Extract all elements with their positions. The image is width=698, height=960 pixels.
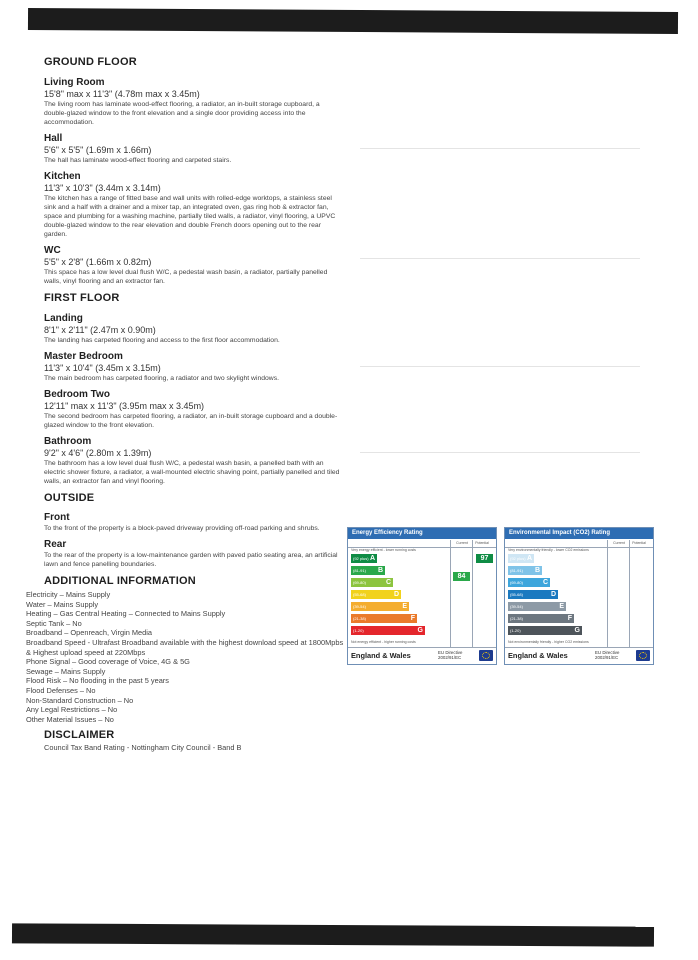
- epc-band-range: (1-20): [353, 628, 364, 633]
- room-name: Landing: [44, 313, 83, 324]
- epc-band-f: [508, 614, 574, 623]
- epc-title: Environmental Impact (CO2) Rating: [505, 528, 653, 539]
- epc-band-letter: E: [559, 603, 564, 610]
- epc-band-b: [351, 566, 385, 575]
- room-description: The kitchen has a range of fitted base and wall units with rolled-edge worktops, a stainless steel sink and a half with a drainer and a mixer tap, an integrated oven, gas ring hob & extractor fan, space and plumbing for a washing machine, partially tiled walls, a radiator, vinyl flooring, a UPVC double-glazed window to the rear elevation and double French doors opening out to the rear garden.: [44, 195, 336, 238]
- additional-info-line: Water – Mains Supply: [26, 599, 99, 609]
- room-dimensions: 8'1" x 2'11" (2.47m x 0.90m): [44, 325, 156, 335]
- epc-footer: [505, 647, 653, 664]
- epc-region: England & Wales: [508, 651, 568, 660]
- epc-band-range: (39-54): [353, 604, 366, 609]
- ground-floor-rooms: [26, 77, 346, 286]
- room-name: Rear: [44, 539, 67, 550]
- epc-band-range: (81-91): [353, 568, 366, 573]
- epc-col-current: Current: [613, 541, 625, 545]
- faint-rule: [360, 258, 640, 259]
- additional-info-line: Heating – Gas Central Heating – Connected to Mains Supply: [26, 609, 226, 619]
- epc-band-letter: F: [567, 615, 572, 622]
- room-entry: [44, 245, 346, 286]
- additional-info-line: Phone Signal – Good coverage of Voice, 4G & 5G: [26, 657, 190, 667]
- additional-info-line: Septic Tank – No: [26, 618, 82, 628]
- epc-divider: [450, 540, 451, 647]
- disclaimer-text: Council Tax Band Rating - Nottingham City Council - Band B: [44, 743, 242, 753]
- room-entry: [44, 77, 346, 127]
- additional-info-line: Broadband Speed - Ultrafast Broadband available with the highest download speed at 1800Mpbs & Highest upload speed at 220Mbps: [26, 637, 344, 657]
- epc-bottom-note: Not energy efficient - higher running costs: [351, 640, 416, 644]
- epc-band-range: (55-68): [353, 592, 366, 597]
- room-entry: [44, 436, 346, 486]
- epc-band-letter: G: [417, 627, 423, 634]
- room-entry: [44, 389, 346, 430]
- bottom-dark-bar: [12, 923, 654, 946]
- room-entry: [44, 313, 346, 345]
- additional-info-line: Flood Risk – No flooding in the past 5 years: [26, 676, 169, 686]
- epc-band-range: (69-80): [353, 580, 366, 585]
- additional-info-list: [26, 590, 346, 724]
- epc-band-letter: A: [369, 555, 375, 562]
- epc-band-a: [508, 554, 534, 563]
- epc-band-b: [508, 566, 542, 575]
- epc-col-current: Current: [456, 541, 468, 545]
- room-entry: [44, 351, 346, 383]
- epc-band-e: [508, 602, 566, 611]
- energy-efficiency-chart: [347, 527, 497, 665]
- epc-band-letter: B: [534, 567, 540, 574]
- section-heading-outside: OUTSIDE: [44, 492, 95, 504]
- room-description: The hall has laminate wood-effect flooring and carpeted stairs.: [44, 157, 232, 164]
- room-dimensions: 9'2" x 4'6" (2.80m x 1.39m): [44, 448, 152, 458]
- epc-band-range: (21-38): [510, 616, 523, 621]
- room-description: To the rear of the property is a low-maintenance garden with paved patio seating area, an artificial lawn and fence panelling boundaries.: [44, 552, 338, 568]
- additional-info-line: Flood Defenses – No: [26, 685, 96, 695]
- additional-info-line: Electricity – Mains Supply: [26, 590, 111, 599]
- epc-band-range: (21-38): [353, 616, 366, 621]
- room-dimensions: 11'3" x 10'4" (3.45m x 3.15m): [44, 363, 161, 373]
- epc-band-d: [351, 590, 401, 599]
- disclaimer: [44, 743, 346, 752]
- epc-band-letter: D: [550, 591, 556, 598]
- additional-info-line: Other Material Issues – No: [26, 714, 114, 724]
- epc-band-range: (81-91): [510, 568, 523, 573]
- epc-band-letter: D: [393, 591, 399, 598]
- epc-band-range: (92 plus): [510, 556, 526, 561]
- epc-band-a: [351, 554, 377, 563]
- epc-divider: [472, 540, 473, 647]
- epc-band-range: (55-68): [510, 592, 523, 597]
- outside-areas: [26, 512, 346, 569]
- epc-bottom-note: Not environmentally friendly - higher CO2 emissions: [508, 640, 589, 644]
- section-heading-additional: ADDITIONAL INFORMATION: [44, 575, 196, 587]
- property-details: [26, 56, 346, 758]
- epc-band-letter: F: [410, 615, 415, 622]
- room-description: The living room has laminate wood-effect flooring, a radiator, an in-built storage cupboard, a double-glazed window to the front elevation and a single door providing access into the accommodation.: [44, 101, 320, 126]
- epc-band-letter: E: [402, 603, 407, 610]
- epc-band-e: [351, 602, 409, 611]
- epc-top-note: Very environmentally friendly - lower CO2 emissions: [508, 548, 589, 552]
- room-name: Kitchen: [44, 171, 81, 182]
- room-entry: [44, 539, 346, 569]
- epc-current-rating: 84: [453, 572, 470, 581]
- room-dimensions: 11'3" x 10'3" (3.44m x 3.14m): [44, 183, 161, 193]
- room-dimensions: 5'5" x 2'8" (1.66m x 0.82m): [44, 257, 152, 267]
- section-heading-first-floor: FIRST FLOOR: [44, 292, 120, 304]
- epc-region: England & Wales: [351, 651, 411, 660]
- environmental-impact-chart: [504, 527, 654, 665]
- room-name: Front: [44, 512, 70, 523]
- epc-band-letter: C: [542, 579, 548, 586]
- eu-flag-icon: [479, 650, 493, 661]
- room-name: Hall: [44, 133, 63, 144]
- epc-band-g: [351, 626, 425, 635]
- epc-band-range: (1-20): [510, 628, 521, 633]
- epc-col-potential: Potential: [632, 541, 646, 545]
- room-description: The second bedroom has carpeted flooring, a radiator, an in-built storage cupboard and a double-glazed window to the front elevation.: [44, 413, 338, 429]
- room-dimensions: 5'6" x 5'5" (1.69m x 1.66m): [44, 145, 152, 155]
- epc-band-letter: C: [385, 579, 391, 586]
- section-heading-ground-floor: GROUND FLOOR: [44, 56, 137, 68]
- first-floor-rooms: [26, 313, 346, 486]
- room-description: This space has a low level dual flush W/C, a pedestal wash basin, a radiator, partially panelled walls, vinyl flooring and an extractor fan.: [44, 269, 328, 285]
- epc-divider: [505, 547, 653, 548]
- epc-title: Energy Efficiency Rating: [348, 528, 496, 539]
- epc-band-f: [351, 614, 417, 623]
- additional-info-line: Any Legal Restrictions – No: [26, 705, 118, 715]
- top-dark-bar: [28, 8, 678, 34]
- epc-band-letter: A: [526, 555, 532, 562]
- epc-band-letter: B: [377, 567, 383, 574]
- faint-rule: [360, 452, 640, 453]
- epc-divider: [629, 540, 630, 647]
- room-dimensions: 12'11" max x 11'3" (3.95m max x 3.45m): [44, 401, 205, 411]
- room-description: The bathroom has a low level dual flush W/C, a pedestal wash basin, a panelled bath with an electric shower fixture, a radiator, a wall-mounted electric shaving point, partially panelled and tiled walls, an extractor fan and vinyl flooring.: [44, 460, 340, 485]
- additional-info-line: Broadband – Openreach, Virgin Media: [26, 628, 152, 638]
- faint-rule: [360, 148, 640, 149]
- epc-band-d: [508, 590, 558, 599]
- epc-column-headers: [452, 541, 495, 545]
- epc-top-note: Very energy efficient - lower running costs: [351, 548, 416, 552]
- faint-rule: [360, 366, 640, 367]
- section-heading-disclaimer: DISCLAIMER: [44, 729, 115, 742]
- epc-directive: EU Directive 2002/91/EC: [595, 650, 620, 660]
- room-description: To the front of the property is a block-paved driveway providing off-road parking and shrubs.: [44, 525, 320, 532]
- epc-potential-rating: 97: [476, 554, 493, 563]
- epc-band-range: (39-54): [510, 604, 523, 609]
- epc-band-letter: G: [574, 627, 580, 634]
- room-description: The landing has carpeted flooring and access to the first floor accommodation.: [44, 337, 280, 344]
- epc-band-c: [351, 578, 393, 587]
- eu-flag-icon: [636, 650, 650, 661]
- additional-info-line: Non-Standard Construction – No: [26, 695, 134, 705]
- epc-band-c: [508, 578, 550, 587]
- epc-divider: [607, 540, 608, 647]
- additional-info-line: Sewage – Mains Supply: [26, 666, 106, 676]
- room-name: WC: [44, 245, 61, 256]
- room-entry: [44, 512, 346, 533]
- room-name: Living Room: [44, 77, 105, 88]
- epc-column-headers: [609, 541, 652, 545]
- room-entry: [44, 133, 346, 165]
- room-description: The main bedroom has carpeted flooring, a radiator and two skylight windows.: [44, 375, 279, 382]
- epc-band-g: [508, 626, 582, 635]
- epc-divider: [348, 547, 496, 548]
- epc-band-range: (92 plus): [353, 556, 369, 561]
- room-dimensions: 15'8" max x 11'3" (4.78m max x 3.45m): [44, 89, 200, 99]
- room-name: Master Bedroom: [44, 351, 123, 362]
- epc-col-potential: Potential: [475, 541, 489, 545]
- epc-directive: EU Directive 2002/91/EC: [438, 650, 463, 660]
- epc-footer: [348, 647, 496, 664]
- room-entry: [44, 171, 346, 239]
- room-name: Bedroom Two: [44, 389, 110, 400]
- room-name: Bathroom: [44, 436, 92, 447]
- epc-band-range: (69-80): [510, 580, 523, 585]
